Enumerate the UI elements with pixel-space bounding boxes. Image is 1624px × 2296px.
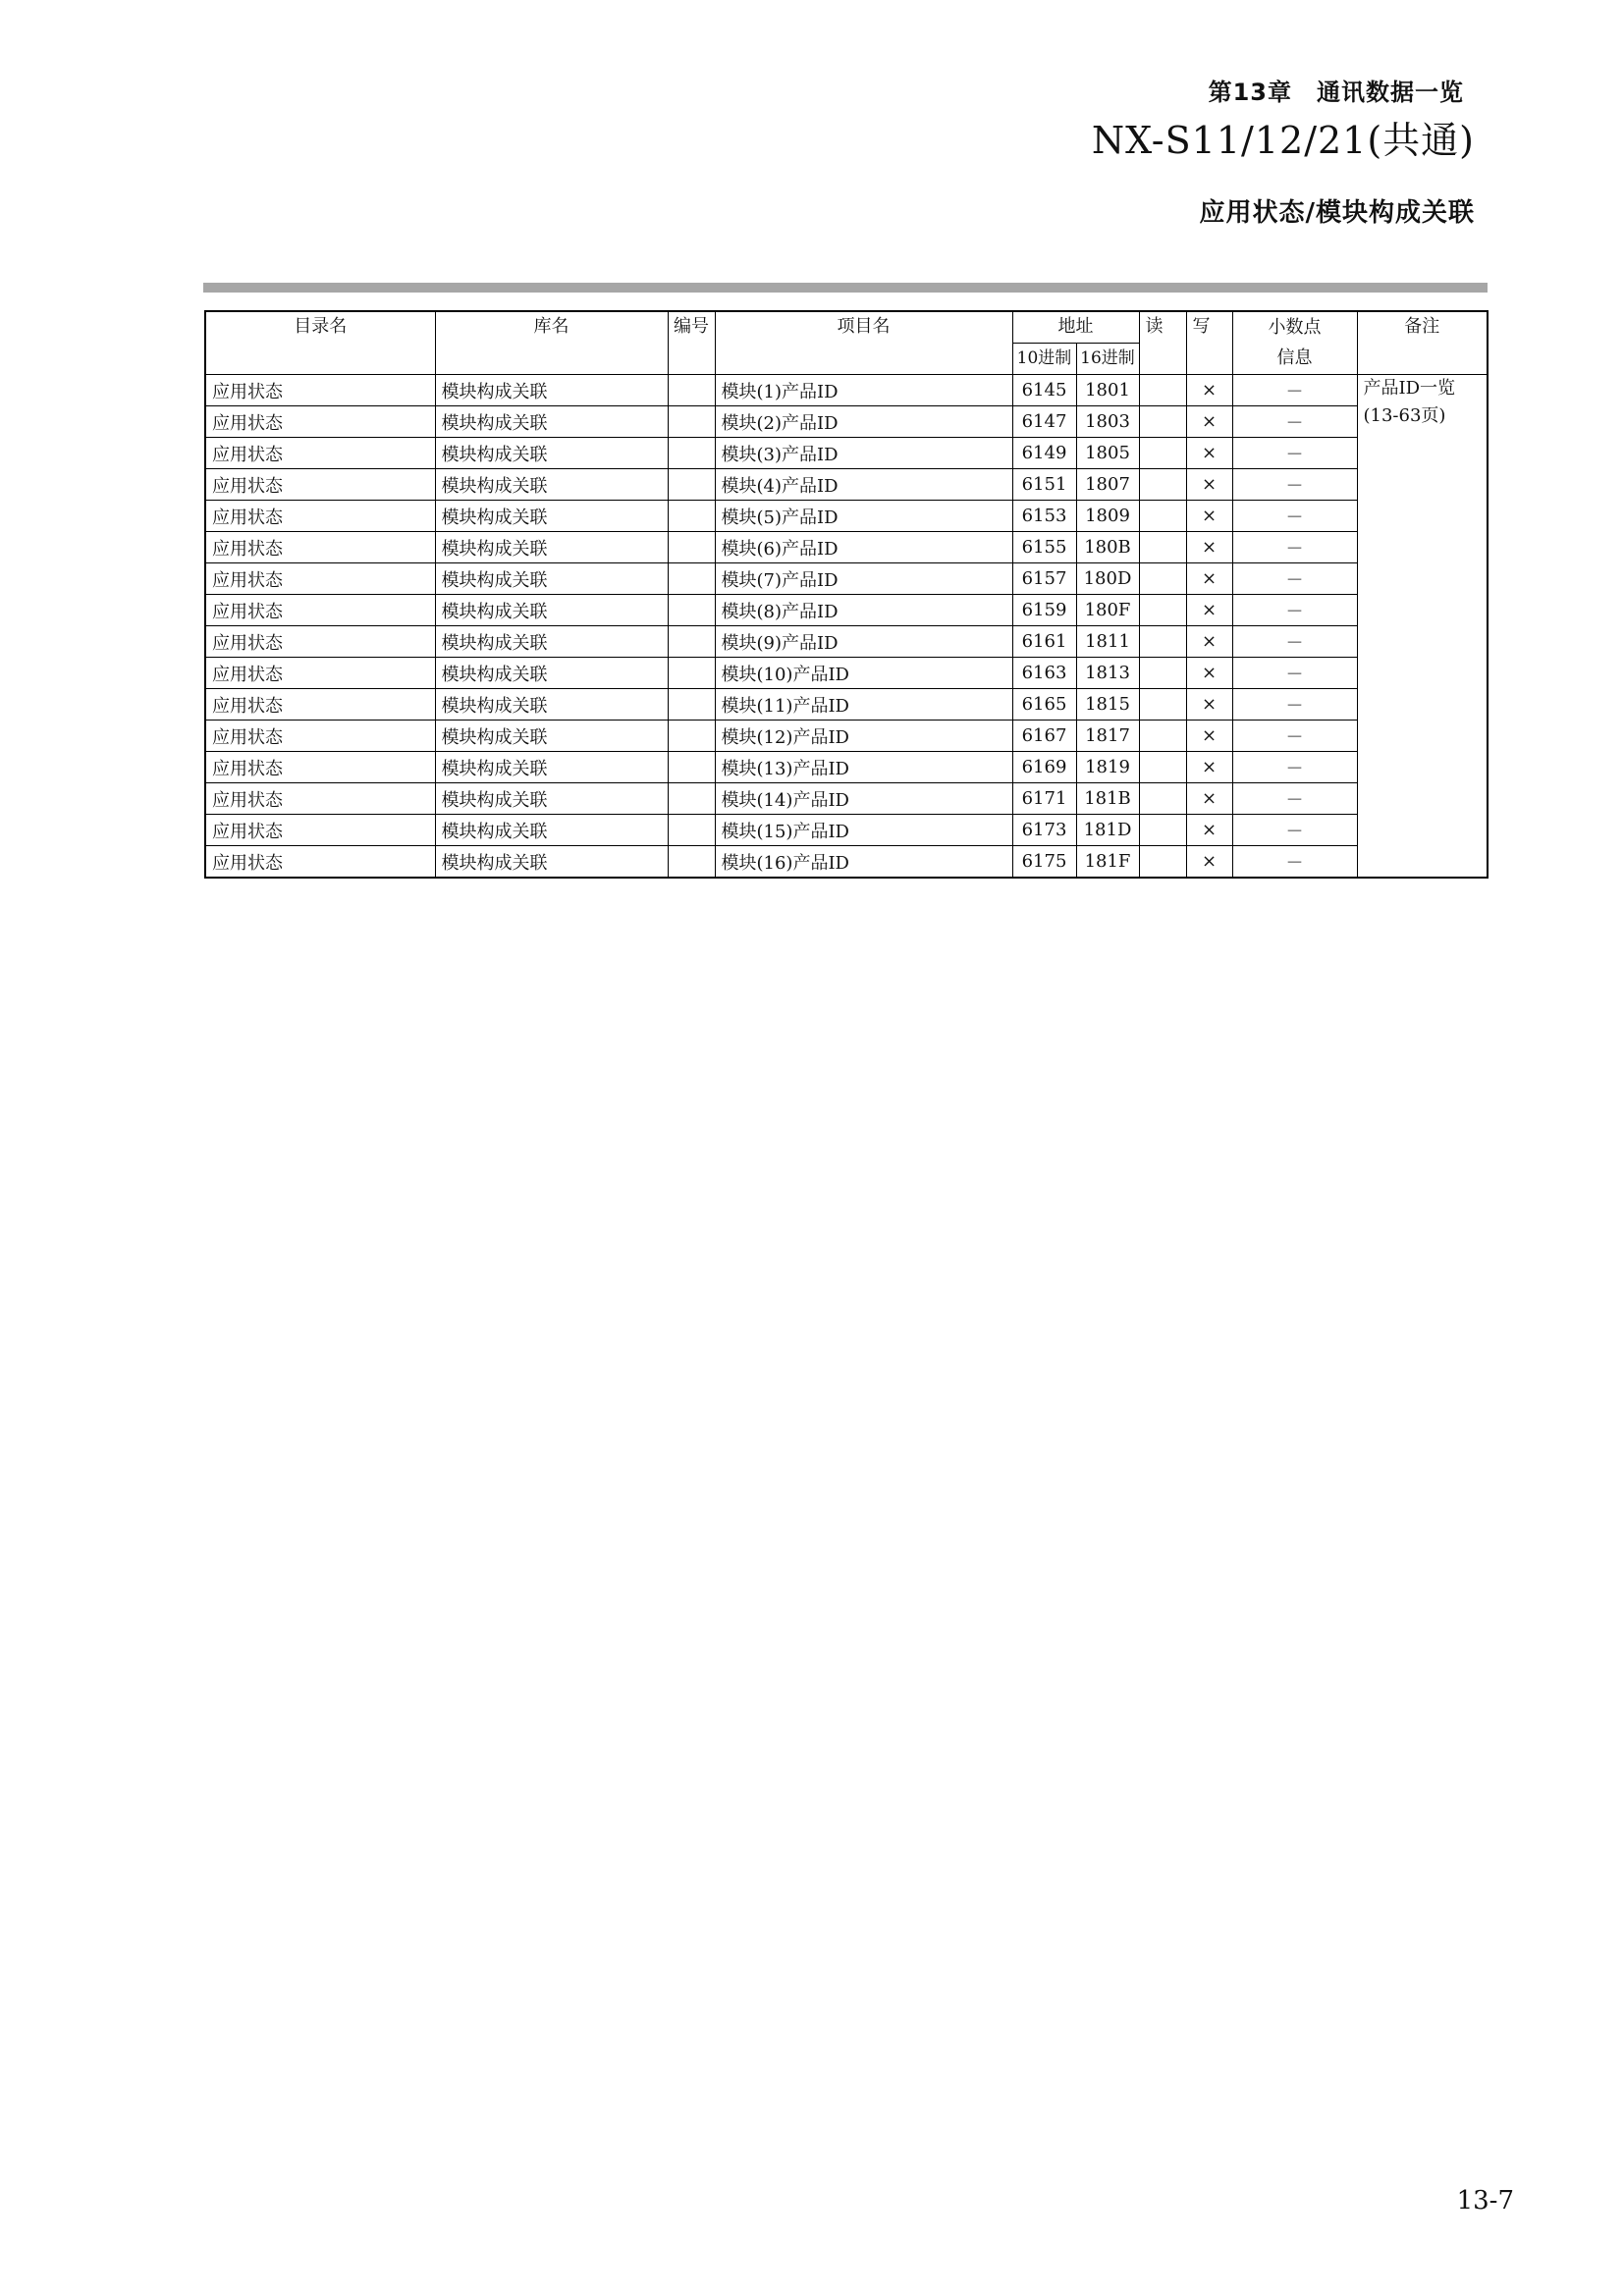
header-read: 读: [1139, 311, 1186, 375]
cell-write: ×: [1186, 752, 1232, 783]
table-row: [205, 689, 1488, 721]
table-row: [205, 595, 1488, 626]
cell-decimal-info: －: [1232, 689, 1357, 721]
cell-address-dec: 6147: [1012, 406, 1076, 438]
cell-decimal-info: －: [1232, 846, 1357, 879]
cell-library: 模块构成关联: [435, 658, 668, 689]
cell-item: 模块(7)产品ID: [715, 563, 1012, 595]
cell-address-hex: 1815: [1076, 689, 1139, 721]
header-catalog: 目录名: [205, 311, 435, 375]
register-table: [204, 310, 1489, 879]
cell-read: [1139, 689, 1186, 721]
cell-catalog: 应用状态: [205, 406, 435, 438]
cell-read: [1139, 721, 1186, 752]
cell-decimal-info: －: [1232, 532, 1357, 563]
cell-address-dec: 6151: [1012, 469, 1076, 501]
cell-catalog: 应用状态: [205, 658, 435, 689]
cell-catalog: 应用状态: [205, 532, 435, 563]
cell-catalog: 应用状态: [205, 626, 435, 658]
cell-read: [1139, 752, 1186, 783]
cell-library: 模块构成关联: [435, 846, 668, 879]
cell-decimal-info: －: [1232, 721, 1357, 752]
cell-decimal-info: －: [1232, 626, 1357, 658]
cell-catalog: 应用状态: [205, 689, 435, 721]
cell-address-hex: 180D: [1076, 563, 1139, 595]
cell-catalog: 应用状态: [205, 563, 435, 595]
cell-number: [668, 406, 715, 438]
cell-write: ×: [1186, 783, 1232, 815]
cell-read: [1139, 658, 1186, 689]
table-row: [205, 752, 1488, 783]
cell-item: 模块(4)产品ID: [715, 469, 1012, 501]
cell-item: 模块(6)产品ID: [715, 532, 1012, 563]
cell-address-dec: 6167: [1012, 721, 1076, 752]
cell-decimal-info: －: [1232, 658, 1357, 689]
cell-write: ×: [1186, 689, 1232, 721]
cell-library: 模块构成关联: [435, 721, 668, 752]
cell-library: 模块构成关联: [435, 783, 668, 815]
cell-decimal-info: －: [1232, 469, 1357, 501]
chapter-heading: 第13章 通讯数据一览: [1208, 79, 1464, 106]
cell-read: [1139, 469, 1186, 501]
cell-write: ×: [1186, 406, 1232, 438]
cell-decimal-info: －: [1232, 501, 1357, 532]
cell-item: 模块(8)产品ID: [715, 595, 1012, 626]
cell-read: [1139, 438, 1186, 469]
cell-address-dec: 6173: [1012, 815, 1076, 846]
table-row: [205, 626, 1488, 658]
cell-address-hex: 181F: [1076, 846, 1139, 879]
cell-number: [668, 752, 715, 783]
cell-number: [668, 721, 715, 752]
cell-number: [668, 501, 715, 532]
cell-address-hex: 1805: [1076, 438, 1139, 469]
cell-library: 模块构成关联: [435, 595, 668, 626]
cell-number: [668, 846, 715, 879]
cell-catalog: 应用状态: [205, 783, 435, 815]
cell-address-dec: 6161: [1012, 626, 1076, 658]
cell-item: 模块(16)产品ID: [715, 846, 1012, 879]
cell-write: ×: [1186, 501, 1232, 532]
cell-address-hex: 180B: [1076, 532, 1139, 563]
cell-library: 模块构成关联: [435, 501, 668, 532]
cell-read: [1139, 846, 1186, 879]
table-row: [205, 563, 1488, 595]
cell-decimal-info: －: [1232, 752, 1357, 783]
table-row: [205, 501, 1488, 532]
cell-write: ×: [1186, 438, 1232, 469]
cell-catalog: 应用状态: [205, 595, 435, 626]
cell-library: 模块构成关联: [435, 469, 668, 501]
cell-catalog: 应用状态: [205, 846, 435, 879]
cell-write: ×: [1186, 721, 1232, 752]
cell-catalog: 应用状态: [205, 375, 435, 406]
cell-item: 模块(14)产品ID: [715, 783, 1012, 815]
cell-address-hex: 1813: [1076, 658, 1139, 689]
cell-library: 模块构成关联: [435, 438, 668, 469]
cell-catalog: 应用状态: [205, 815, 435, 846]
cell-item: 模块(3)产品ID: [715, 438, 1012, 469]
cell-address-hex: 181D: [1076, 815, 1139, 846]
cell-item: 模块(2)产品ID: [715, 406, 1012, 438]
cell-decimal-info: －: [1232, 563, 1357, 595]
cell-library: 模块构成关联: [435, 563, 668, 595]
cell-number: [668, 689, 715, 721]
table-row: [205, 721, 1488, 752]
cell-library: 模块构成关联: [435, 689, 668, 721]
page-number: 13-7: [1456, 2186, 1514, 2216]
cell-address-dec: 6175: [1012, 846, 1076, 879]
cell-write: ×: [1186, 658, 1232, 689]
cell-address-hex: 181B: [1076, 783, 1139, 815]
header-address-dec: 10进制: [1012, 344, 1076, 375]
header-number: 编号: [668, 311, 715, 375]
header-decimal-line1: 小数点: [1268, 317, 1322, 338]
cell-decimal-info: －: [1232, 375, 1357, 406]
cell-read: [1139, 563, 1186, 595]
cell-library: 模块构成关联: [435, 626, 668, 658]
cell-number: [668, 469, 715, 501]
cell-number: [668, 563, 715, 595]
cell-write: ×: [1186, 595, 1232, 626]
table-row: [205, 532, 1488, 563]
cell-item: 模块(15)产品ID: [715, 815, 1012, 846]
cell-address-hex: 1807: [1076, 469, 1139, 501]
cell-address-dec: 6145: [1012, 375, 1076, 406]
cell-address-dec: 6157: [1012, 563, 1076, 595]
cell-address-hex: 180F: [1076, 595, 1139, 626]
cell-write: ×: [1186, 375, 1232, 406]
cell-number: [668, 815, 715, 846]
cell-read: [1139, 626, 1186, 658]
cell-write: ×: [1186, 846, 1232, 879]
cell-write: ×: [1186, 469, 1232, 501]
header-decimal-info: [1232, 311, 1357, 375]
cell-decimal-info: －: [1232, 783, 1357, 815]
cell-catalog: 应用状态: [205, 501, 435, 532]
cell-address-hex: 1809: [1076, 501, 1139, 532]
cell-read: [1139, 406, 1186, 438]
cell-address-hex: 1817: [1076, 721, 1139, 752]
cell-read: [1139, 815, 1186, 846]
cell-address-dec: 6171: [1012, 783, 1076, 815]
table-row: [205, 783, 1488, 815]
cell-catalog: 应用状态: [205, 752, 435, 783]
table-row: [205, 469, 1488, 501]
cell-address-dec: 6149: [1012, 438, 1076, 469]
cell-number: [668, 626, 715, 658]
cell-library: 模块构成关联: [435, 532, 668, 563]
cell-address-dec: 6153: [1012, 501, 1076, 532]
cell-address-hex: 1819: [1076, 752, 1139, 783]
cell-library: 模块构成关联: [435, 406, 668, 438]
header-decimal-line2: 信息: [1276, 347, 1313, 368]
table-row: [205, 375, 1488, 406]
header-write: 写: [1186, 311, 1232, 375]
cell-number: [668, 532, 715, 563]
header-address: 地址: [1012, 311, 1139, 344]
cell-number: [668, 375, 715, 406]
cell-read: [1139, 375, 1186, 406]
cell-address-hex: 1811: [1076, 626, 1139, 658]
cell-number: [668, 595, 715, 626]
table-row: [205, 406, 1488, 438]
remarks-line2: (13-63页): [1363, 405, 1446, 426]
cell-item: 模块(10)产品ID: [715, 658, 1012, 689]
cell-write: ×: [1186, 563, 1232, 595]
cell-item: 模块(13)产品ID: [715, 752, 1012, 783]
cell-address-dec: 6155: [1012, 532, 1076, 563]
table-row: [205, 658, 1488, 689]
cell-remarks: [1357, 375, 1488, 879]
section-title: 应用状态/模块构成关联: [1199, 198, 1475, 228]
cell-item: 模块(1)产品ID: [715, 375, 1012, 406]
cell-number: [668, 438, 715, 469]
cell-decimal-info: －: [1232, 595, 1357, 626]
header-address-hex: 16进制: [1076, 344, 1139, 375]
cell-library: 模块构成关联: [435, 815, 668, 846]
table-row: [205, 815, 1488, 846]
cell-address-dec: 6163: [1012, 658, 1076, 689]
table-row: [205, 438, 1488, 469]
cell-read: [1139, 595, 1186, 626]
cell-write: ×: [1186, 532, 1232, 563]
cell-item: 模块(5)产品ID: [715, 501, 1012, 532]
cell-write: ×: [1186, 626, 1232, 658]
cell-read: [1139, 501, 1186, 532]
cell-catalog: 应用状态: [205, 438, 435, 469]
cell-address-hex: 1801: [1076, 375, 1139, 406]
header-library: 库名: [435, 311, 668, 375]
header-divider: [203, 283, 1488, 293]
cell-address-hex: 1803: [1076, 406, 1139, 438]
cell-item: 模块(9)产品ID: [715, 626, 1012, 658]
cell-decimal-info: －: [1232, 438, 1357, 469]
cell-item: 模块(12)产品ID: [715, 721, 1012, 752]
cell-address-dec: 6165: [1012, 689, 1076, 721]
cell-decimal-info: －: [1232, 406, 1357, 438]
cell-catalog: 应用状态: [205, 721, 435, 752]
cell-number: [668, 783, 715, 815]
cell-address-dec: 6169: [1012, 752, 1076, 783]
model-title: NX-S11/12/21(共通): [1091, 119, 1475, 162]
header-remarks: 备注: [1357, 311, 1488, 375]
remarks-line1: 产品ID一览: [1363, 378, 1456, 399]
cell-read: [1139, 532, 1186, 563]
cell-address-dec: 6159: [1012, 595, 1076, 626]
table-row: [205, 846, 1488, 879]
header-item: 项目名: [715, 311, 1012, 375]
cell-catalog: 应用状态: [205, 469, 435, 501]
cell-decimal-info: －: [1232, 815, 1357, 846]
cell-write: ×: [1186, 815, 1232, 846]
cell-library: 模块构成关联: [435, 375, 668, 406]
cell-read: [1139, 783, 1186, 815]
cell-item: 模块(11)产品ID: [715, 689, 1012, 721]
cell-library: 模块构成关联: [435, 752, 668, 783]
cell-number: [668, 658, 715, 689]
